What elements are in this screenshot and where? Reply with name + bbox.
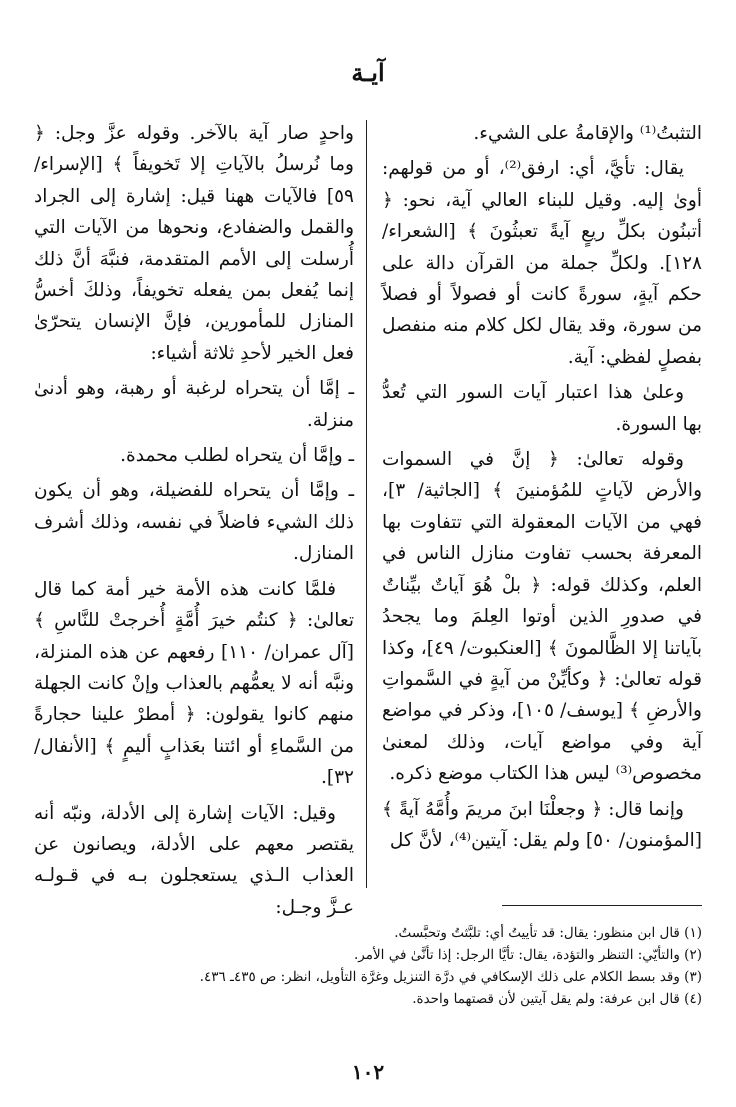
footnote-separator	[502, 905, 702, 906]
paragraph: وعلىٰ هذا اعتبار آيات السور التي تُعدُّ بها السورة.	[382, 382, 702, 435]
paragraph: وقيل: الآيات إشارة إلى الأدلة، ونبّه أنه يقتصر معهم على الأدلة، ويصانون عن العذاب الـذي يستعجلون بـه في قـولـه عـزَّ وجـل:	[34, 802, 354, 918]
footnote: (٣) وقد بسط الكلام على ذلك الإسكافي في درَّة التنزيل وغرَّة التأويل، انظر: ص ٤٣٥ـ ٤٣٦.	[199, 969, 702, 985]
page-header-title: آيـة	[351, 58, 385, 87]
paragraph: التثبتُ⁽¹⁾ والإقامةُ على الشيء.	[473, 123, 702, 144]
list-item: ـ إمَّا أن يتحراه لرغبة أو رهبة، وهو أدنىٰ منزلة.	[34, 378, 354, 431]
paragraph: فلمَّا كانت هذه الأمة خير أمة كما قال تعالىٰ: ﴿ كنتُم خيرَ أُمَّةٍ أُخرجتْ للنَّاسِ ﴾ [آل عمران/ ١١٠] رفعهم عن هذه المنزلة، ونبَّه أنه لا يعمُّهم بالعذاب وإنْ كانت الجهلة منهم كانوا يقولون: ﴿ أمطرْ علينا حجارةً من السَّماءِ أو ائتنا بعَذابٍ أليمٍ ﴾ [الأنفال/ ٣٢].	[34, 578, 354, 789]
footnote: (١) قال ابن منظور: يقال: قد تأييتُ أي: تلبَّثتُ وتحبَّستُ.	[394, 925, 702, 941]
footnote: (٤) قال ابن عرفة: ولم يقل آيتين لأن قصتهما واحدة.	[412, 991, 702, 1007]
paragraph: يقال: تأيَّ، أي: ارفق⁽²⁾، أو من قولهم: أوىٰ إليه. وقيل للبناء العالي آية، نحو: ﴿ أتبنُون بكلِّ ريعٍ آيةً تعبثُونَ ﴾ [الشعراء/ ١٢٨]. ولكلِّ جملة من القرآن دالة على حكم آيةٍ، سورةً كانت أو فصولاً أو فصلاً من سورة، وقد يقال لكل كلام منه منفصل بفصلٍ لفظي: آية.	[382, 158, 702, 368]
footnotes	[34, 922, 702, 1010]
page-number: ١٠٢	[351, 1060, 385, 1084]
list-item: ـ وإمَّا أن يتحراه للفضيلة، وهو أن يكون ذلك الشيء فاضلاً في نفسه، وذلك أشرف المنازل.	[34, 480, 354, 565]
list-item: ـ وإمَّا أن يتحراه لطلب محمدة.	[120, 445, 354, 467]
footnote: (٢) والتأيّي: التنظر والتؤدة، يقال: تأيَّا الرجل: إذا تأنَّىٰ في الأمر.	[353, 947, 702, 963]
right-text-column	[382, 118, 702, 888]
paragraph: وقوله تعالىٰ: ﴿ إنَّ في السموات والأرض لآياتٍ للمُؤمنينَ ﴾ [الجاثية/ ٣]، فهي من الآيات المعقولة التي تتفاوت بها المعرفة بحسب تفاوت منازل الناس في العلم، وكذلك قوله: ﴿ بلْ هُوَ آياتٌ بيِّناتٌ في صدورِ الذين أوتوا العِلمَ وما يجحدُ بآياتنا إلا الظَّالمونَ ﴾ [العنكبوت/ ٤٩]، وكذا قوله تعالىٰ: ﴿ وكأيِّنْ من آيةٍ في السَّمواتِ والأرضِ ﴾ [يوسف/ ١٠٥]، وذكر في مواضع آية وفي مواضع آيات، وذلك لمعنىٰ مخصوص⁽³⁾ ليس هذا الكتاب موضع ذكره.	[382, 449, 702, 785]
paragraph: وإنما قال: ﴿ وجعلْنَا ابنَ مريمَ وأُمَّهُ آيةً ﴾ [المؤمنون/ ٥٠] ولم يقل: آيتين⁽⁴⁾، لأنَّ كل	[382, 798, 702, 851]
column-divider	[366, 120, 367, 888]
left-text-column	[34, 118, 354, 918]
paragraph: واحدٍ صار آية بالآخر. وقوله عزَّ وجل: ﴿ وما نُرسلُ بالآياتِ إلا تَخويفاً ﴾ [الإسراء/ ٥٩] فالآيات ههنا قيل: إشارة إلى الجراد والقمل والضفادع، ونحوها من الآيات التي أُرسلت إلى الأمم المتقدمة، فنبَّهَ أنَّ ذلك إنما يُفعل بمن يفعله تخويفاً، وذلكَ أخسُّ المنازل للمأمورين، فإنَّ الإنسان يتحرّىٰ فعل الخير لأحدِ ثلاثة أشياء:	[34, 123, 354, 364]
